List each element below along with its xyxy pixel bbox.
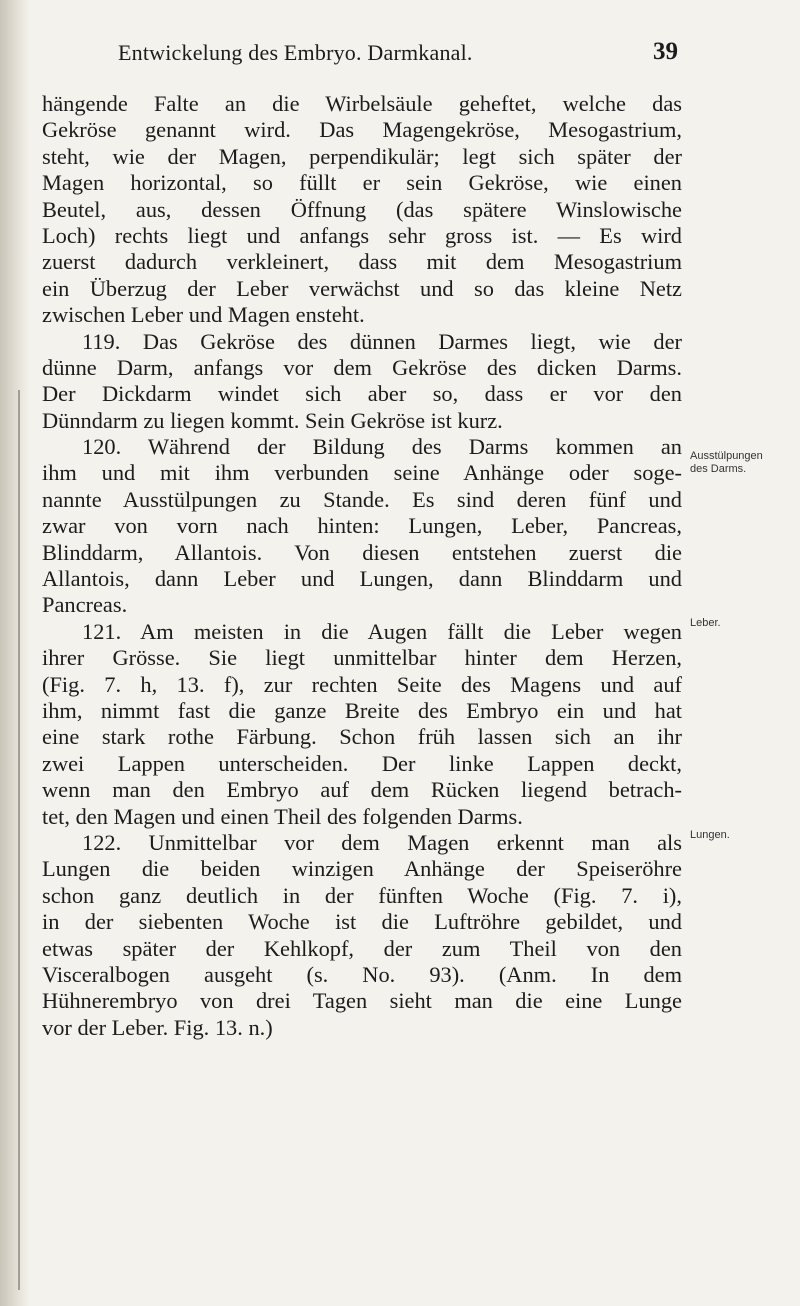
- page-header: [118, 40, 678, 76]
- gutter-shadow-line: [18, 390, 20, 1290]
- text-line: Gekröse genannt wird. Das Magengekröse, Mesogastrium,: [42, 117, 682, 143]
- paragraph-122-start: 122. Unmittelbar vor dem Magen erkennt man als: [82, 829, 682, 855]
- text-line: Blinddarm, Allantois. Von diesen entstehen zuerst die: [42, 539, 682, 565]
- text-line: (Fig. 7. h, 13. f), zur rechten Seite des Magens und auf: [42, 671, 682, 697]
- text-line: tet, den Magen und einen Theil des folgenden Darms.: [42, 803, 523, 829]
- margin-note-lungen: Lungen.: [690, 829, 730, 841]
- text-line: steht, wie der Magen, perpendikulär; legt sich später der: [42, 143, 682, 169]
- text-line: dünne Darm, anfangs vor dem Gekröse des dicken Darms.: [42, 354, 682, 380]
- text-line: ihm und mit ihm verbunden seine Anhänge oder soge-: [42, 460, 682, 486]
- text-line: Visceralbogen ausgeht (s. No. 93). (Anm. In dem: [42, 961, 682, 987]
- page-number: 39: [653, 38, 678, 65]
- text-line: Magen horizontal, so füllt er sein Gekröse, wie einen: [42, 170, 682, 196]
- text-line: vor der Leber. Fig. 13. n.): [42, 1014, 273, 1040]
- text-line: ihm, nimmt fast die ganze Breite des Embryo ein und hat: [42, 697, 682, 723]
- text-line: zwar von vorn nach hinten: Lungen, Leber, Pancreas,: [42, 513, 682, 539]
- text-line: in der siebenten Woche ist die Luftröhre gebildet, und: [42, 909, 682, 935]
- paragraph-121-start: 121. Am meisten in die Augen fällt die Leber wegen: [82, 618, 682, 644]
- text-line: Hühnerembryo von drei Tagen sieht man die eine Lunge: [42, 988, 682, 1014]
- margin-note-line: des Darms.: [690, 463, 747, 475]
- text-line: Loch) rechts liegt und anfangs sehr gross ist. — Es wird: [42, 222, 682, 248]
- body-text: [42, 91, 682, 1041]
- text-line: Allantois, dann Leber und Lungen, dann Blinddarm und: [42, 566, 682, 592]
- text-line: Dünndarm zu liegen kommt. Sein Gekröse ist kurz.: [42, 407, 503, 433]
- running-title: Entwickelung des Embryo. Darmkanal.: [118, 40, 473, 65]
- text-line: zuerst dadurch verkleinert, dass mit dem Mesogastrium: [42, 249, 682, 275]
- text-line: nannte Ausstülpungen zu Stande. Es sind deren fünf und: [42, 486, 682, 512]
- paragraph-119-start: 119. Das Gekröse des dünnen Darmes liegt, wie der: [82, 328, 682, 354]
- text-line: Beutel, aus, dessen Öffnung (das spätere Winslowische: [42, 196, 682, 222]
- page-gutter: [0, 0, 30, 1306]
- text-line: hängende Falte an die Wirbelsäule geheftet, welche das: [42, 91, 682, 116]
- margin-note-leber: Leber.: [690, 617, 721, 629]
- text-line: ihrer Grösse. Sie liegt unmittelbar hinter dem Herzen,: [42, 645, 682, 671]
- margin-note-line: Ausstülpungen: [690, 450, 763, 462]
- text-line: wenn man den Embryo auf dem Rücken liegend betrach-: [42, 777, 682, 803]
- text-line: Pancreas.: [42, 592, 128, 618]
- text-line: etwas später der Kehlkopf, der zum Theil von den: [42, 935, 682, 961]
- text-line: eine stark rothe Färbung. Schon früh lassen sich an ihr: [42, 724, 682, 750]
- text-line: Lungen die beiden winzigen Anhänge der Speiseröhre: [42, 856, 682, 882]
- text-line: zwischen Leber und Magen ensteht.: [42, 302, 365, 328]
- text-line: schon ganz deutlich in der fünften Woche (Fig. 7. i),: [42, 882, 682, 908]
- text-line: Der Dickdarm windet sich aber so, dass er vor den: [42, 381, 682, 407]
- paragraph-120-start: 120. Während der Bildung des Darms kommen an: [82, 434, 682, 460]
- text-line: ein Überzug der Leber verwächst und so das kleine Netz: [42, 275, 682, 301]
- margin-note-ausstuelpungen: [690, 450, 800, 476]
- text-line: zwei Lappen unterscheiden. Der linke Lappen deckt,: [42, 750, 682, 776]
